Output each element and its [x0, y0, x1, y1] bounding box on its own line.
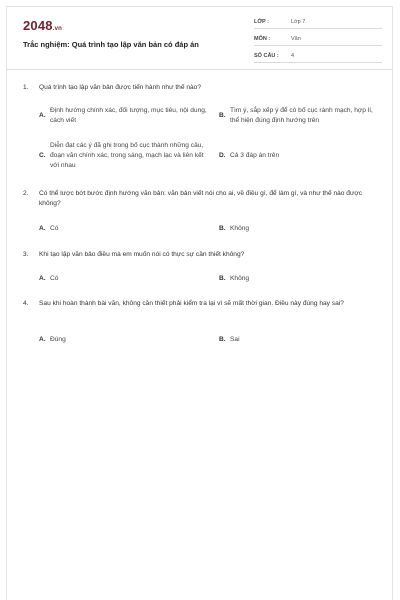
question-text: Có thể lược bớt bước định hướng văn bản: văn bản viết nói cho ai, về điều gì, để làm gì, và như thế nào được không? [39, 190, 363, 207]
meta-subject-key: MÔN : [254, 36, 271, 42]
meta-subject-value: Văn [291, 36, 301, 42]
option-text: Tìm ý, sắp xếp ý để có bố cục rành mạch, hợp lí, thể hiện đúng định hướng trên [230, 107, 373, 124]
meta-count-key: SỐ CÂU : [254, 53, 279, 59]
option-letter: B. [219, 336, 226, 343]
question-number: 1. [23, 84, 29, 91]
option-letter: A. [39, 275, 46, 282]
option-letter: B. [219, 275, 226, 282]
option-text: Có [50, 225, 59, 232]
question-text: Quá trình tạo lập văn bản được tiến hành như thế nào? [39, 84, 201, 91]
option-letter: B. [219, 225, 226, 232]
header-divider [7, 69, 392, 70]
question-number: 3. [23, 251, 29, 258]
question-number: 4. [23, 300, 29, 307]
worksheet-page [6, 6, 393, 600]
meta-class-key: LỚP : [254, 19, 269, 25]
page-title: Trắc nghiệm: Quá trình tạo lập văn bản có đáp án [23, 40, 199, 49]
option-letter: A. [39, 336, 46, 343]
option-text: Không [230, 275, 250, 282]
meta-subject [254, 33, 382, 46]
logo-suffix: .vn [52, 26, 63, 32]
question-number: 2. [23, 190, 29, 197]
logo-text: 2048 [23, 18, 53, 33]
option-text: Sai [230, 336, 240, 343]
option-letter: B. [219, 112, 226, 119]
option-text: Đúng [50, 336, 66, 343]
option-letter: C. [39, 152, 46, 159]
option-text: Định hướng chính xác, đối tượng, mục tiêu, nội dung, cách viết [50, 107, 207, 124]
option-text: Có [50, 275, 59, 282]
meta-class-value: Lớp 7 [291, 19, 306, 25]
option-letter: D. [219, 152, 226, 159]
option-text: Diễn đạt các ý đã ghi trong bố cục thành những câu, đoạn văn chính xác, trong sáng, mạch lạc và liên kết với nhau [50, 142, 204, 169]
worksheet-header [7, 7, 392, 67]
option-text: Cả 3 đáp án trên [230, 152, 280, 159]
meta-count [254, 50, 382, 63]
meta-count-value: 4 [291, 53, 295, 59]
question-text: Sau khi hoàn thành bài văn, không cần thiết phải kiểm tra lại vì sẽ mất thời gian. Điều này đúng hay sai? [39, 300, 344, 307]
option-text: Không [230, 225, 250, 232]
question-text: Khi tạo lập văn bảo điều mà em muốn nói có thực sự cần thiết không? [39, 251, 245, 258]
site-logo[interactable] [23, 18, 62, 33]
meta-class [254, 16, 382, 29]
option-letter: A. [39, 112, 46, 119]
option-letter: A. [39, 225, 46, 232]
